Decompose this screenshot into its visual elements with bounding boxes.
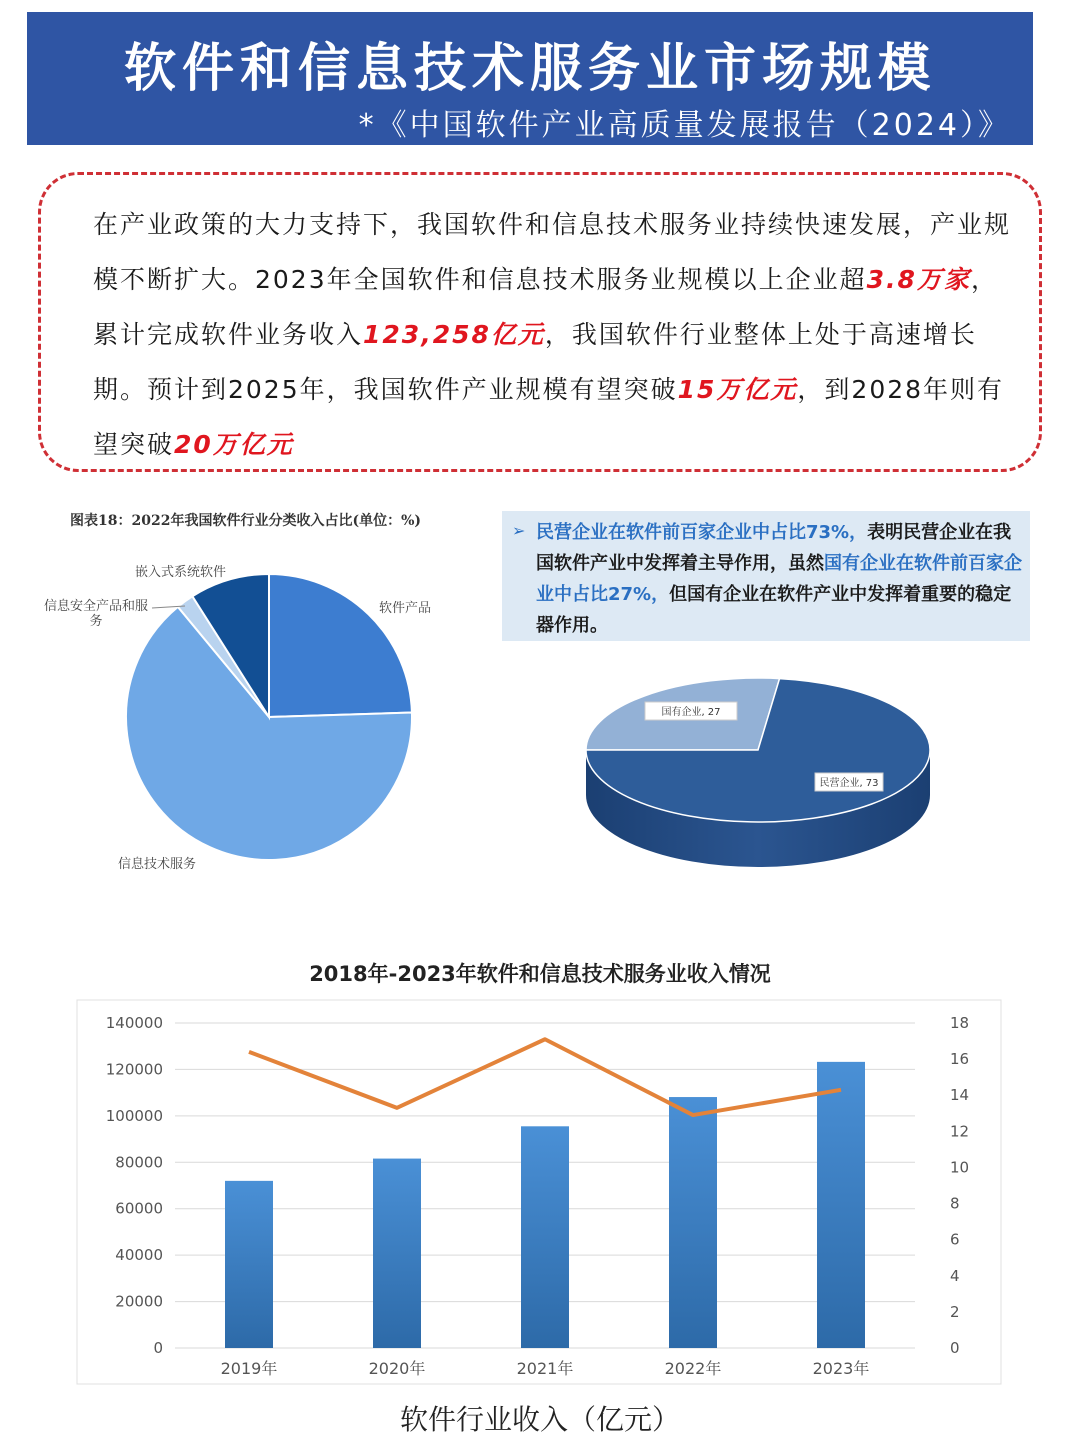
y-left-tick-label: 20000	[115, 1292, 163, 1311]
y-right-tick-label: 10	[950, 1158, 970, 1177]
y-right-tick-label: 18	[950, 1014, 970, 1032]
revenue-bar	[817, 1062, 865, 1348]
x-tick-label: 2022年	[664, 1359, 722, 1378]
y-left-tick-label: 100000	[105, 1106, 163, 1125]
pie-slice-software-products	[269, 574, 412, 717]
summary-text	[93, 197, 1023, 472]
y-right-tick-label: 14	[950, 1086, 970, 1105]
bar-chart-caption: 软件行业收入（亿元）	[399, 1403, 680, 1436]
summary-highlight-2025: 15万亿元	[677, 375, 798, 404]
pie-chart-title: 图表18：2022年我国软件行业分类收入占比(单位：%)	[70, 513, 421, 529]
summary-highlight-revenue: 123,258亿元	[363, 320, 545, 349]
info-text-1: 表明民营企业在我国软件产业中发挥着主导作用，虽然	[536, 522, 1012, 574]
y-left-tick-label: 0	[153, 1339, 163, 1357]
info-private-share: 民营企业在软件前百家企业中占比73%，	[536, 522, 868, 543]
pie3d-label-state: 国有企业, 27	[661, 707, 721, 718]
pie3d-label-private: 民营企业, 73	[819, 778, 879, 789]
revenue-bar	[373, 1159, 421, 1348]
ownership-pie-chart	[570, 665, 950, 880]
revenue-bar	[669, 1097, 717, 1348]
pie-label-security: 信息安全产品和服务	[43, 599, 148, 629]
pie-label-it-services: 信息技术服务	[118, 857, 197, 872]
y-left-tick-label: 80000	[115, 1153, 163, 1172]
revenue-bar	[521, 1126, 569, 1348]
y-right-tick-label: 4	[950, 1266, 960, 1285]
source-subtitle: *《中国软件产业高质量发展报告（2024）》	[358, 108, 1011, 143]
x-tick-label: 2021年	[516, 1359, 574, 1378]
ownership-info-text	[536, 517, 1022, 641]
y-right-tick-label: 12	[950, 1122, 970, 1141]
bar-chart-title: 2018年-2023年软件和信息技术服务业收入情况	[309, 962, 771, 986]
summary-highlight-enterprises: 3.8万家	[866, 265, 971, 294]
revenue-bar	[225, 1181, 273, 1348]
summary-part-1: 在产业政策的大力支持下，我国软件和信息技术服务业持续快速发展，产业规模不断扩大。2023年全国软件和信息技术服务业规模以上企业超	[93, 210, 1012, 294]
summary-box	[38, 172, 1042, 472]
summary-part-2: ，累计完成软件业务收入	[93, 265, 998, 349]
x-tick-label: 2019年	[220, 1359, 278, 1378]
pie-label-embedded: 嵌入式系统软件	[135, 565, 227, 580]
info-text-2: 但国有企业在软件产业中发挥着重要的稳定器作用。	[536, 584, 1012, 636]
y-right-tick-label: 16	[950, 1050, 970, 1069]
title-banner	[27, 12, 1033, 145]
y-right-tick-label: 2	[950, 1302, 960, 1321]
y-left-tick-label: 120000	[105, 1060, 163, 1079]
y-left-tick-label: 40000	[115, 1246, 163, 1265]
y-right-tick-label: 6	[950, 1230, 960, 1249]
summary-highlight-2028: 20万亿元	[174, 430, 294, 459]
y-right-tick-label: 8	[950, 1194, 960, 1213]
ownership-info-box	[502, 511, 1030, 641]
y-right-tick-label: 0	[950, 1339, 960, 1357]
x-tick-label: 2020年	[368, 1359, 426, 1378]
info-state-share: 国有企业在软件前百家企业中占比27%，	[536, 553, 1022, 605]
chevron-right-icon: ➢	[512, 521, 526, 540]
revenue-bar-line-chart	[75, 998, 1005, 1390]
category-share-pie-chart	[0, 530, 500, 890]
page-title: 软件和信息技术服务业市场规模	[123, 39, 936, 99]
y-left-tick-label: 140000	[105, 1014, 163, 1032]
summary-part-3: ，我国软件行业整体上处于高速增长期。预计到2025年，我国软件产业规模有望突破	[93, 320, 977, 404]
y-left-tick-label: 60000	[115, 1199, 163, 1218]
x-tick-label: 2023年	[812, 1359, 870, 1378]
summary-part-4: ，到2028年则有望突破	[93, 375, 1005, 459]
pie-label-software-products: 软件产品	[379, 601, 432, 616]
